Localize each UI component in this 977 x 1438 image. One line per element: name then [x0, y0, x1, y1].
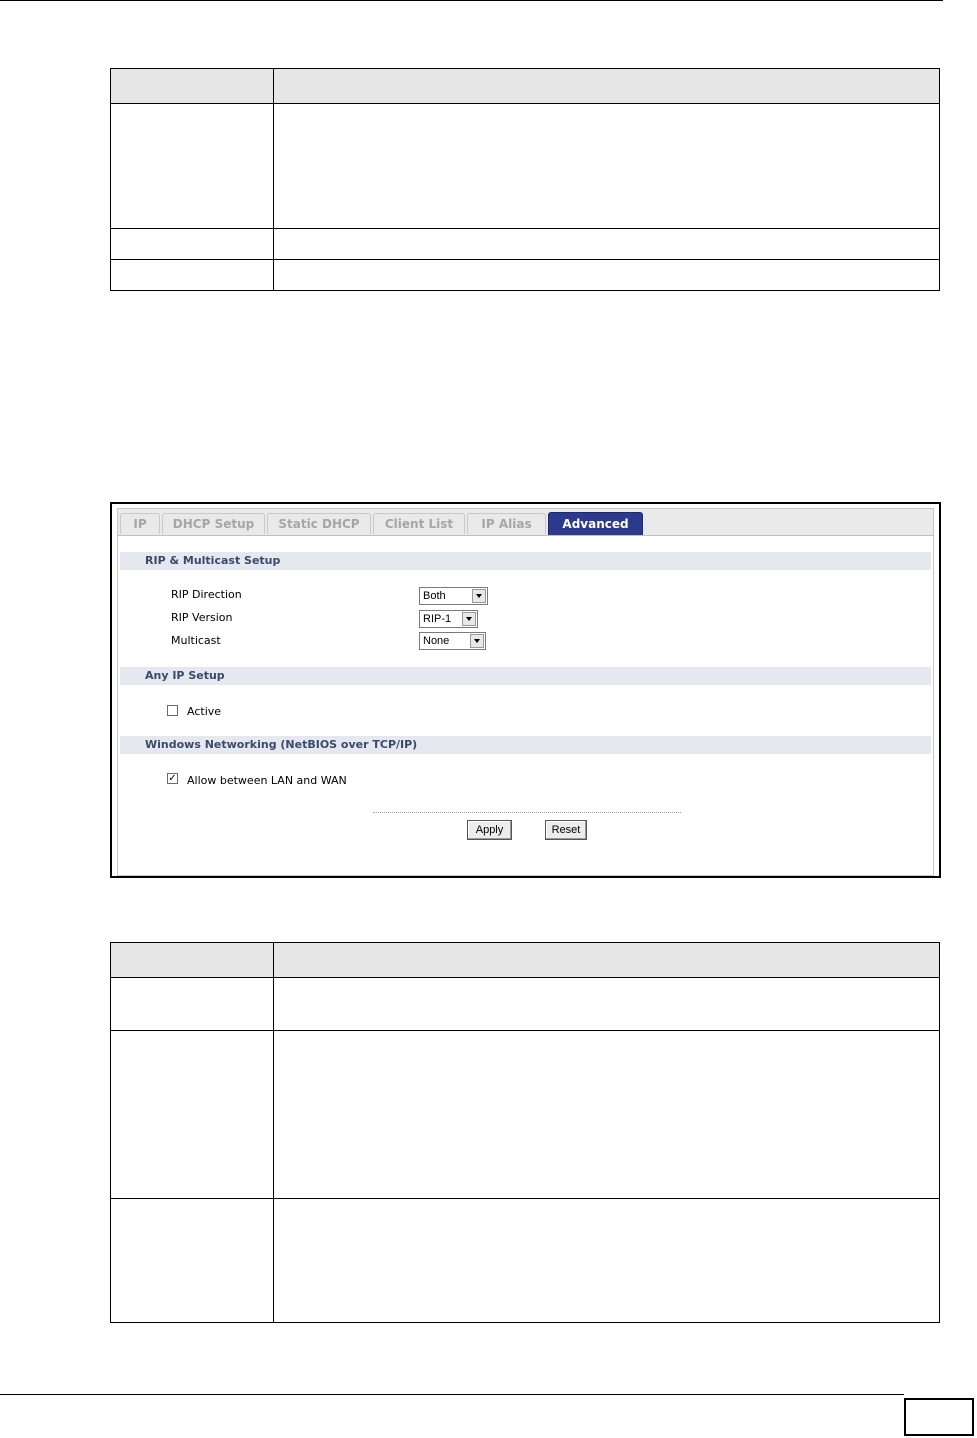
table-row — [111, 260, 940, 291]
tab-advanced[interactable]: Advanced — [548, 512, 643, 535]
active-label: Active — [187, 705, 222, 718]
chevron-down-icon — [472, 589, 486, 603]
page-number-box — [904, 1398, 974, 1436]
rip-version-select[interactable] — [419, 610, 478, 628]
tab-static-dhcp[interactable]: Static DHCP — [267, 513, 371, 534]
allow-lan-wan-label: Allow between LAN and WAN — [187, 774, 347, 787]
bottom-table — [110, 942, 940, 1323]
table-row — [111, 1199, 940, 1323]
rip-direction-select[interactable] — [419, 587, 488, 605]
table-row — [111, 1031, 940, 1199]
divider — [373, 812, 681, 813]
active-checkbox[interactable] — [167, 705, 178, 716]
table-header-row — [111, 943, 940, 978]
reset-button[interactable]: Reset — [545, 820, 587, 840]
allow-lan-wan-checkbox[interactable]: ✓ — [168, 773, 177, 784]
section-any-ip: Any IP Setup — [120, 667, 931, 685]
multicast-value: None — [423, 635, 450, 647]
table-row — [111, 229, 940, 260]
rip-version-value: RIP-1 — [423, 613, 452, 625]
rip-version-label: RIP Version — [171, 611, 233, 624]
tab-ip[interactable]: IP — [120, 513, 160, 534]
footer-rule — [0, 1394, 904, 1395]
chevron-down-icon — [470, 634, 484, 648]
chevron-down-icon — [462, 612, 476, 626]
rip-direction-value: Both — [423, 590, 446, 602]
screenshot-frame — [110, 502, 941, 878]
section-windows-networking: Windows Networking (NetBIOS over TCP/IP) — [120, 736, 931, 754]
tab-dhcp-setup[interactable]: DHCP Setup — [162, 513, 265, 534]
table-row — [111, 978, 940, 1031]
config-panel — [117, 508, 934, 876]
tab-client-list[interactable]: Client List — [373, 513, 465, 534]
tab-ip-alias[interactable]: IP Alias — [467, 513, 546, 534]
table-row — [111, 104, 940, 229]
tab-bar — [118, 509, 933, 536]
table-header-row — [111, 69, 940, 104]
header-rule — [0, 0, 943, 1]
apply-button[interactable]: Apply — [467, 820, 512, 840]
top-table — [110, 68, 940, 291]
multicast-label: Multicast — [171, 634, 221, 647]
rip-direction-label: RIP Direction — [171, 588, 242, 601]
multicast-select[interactable] — [419, 632, 486, 650]
section-rip-multicast: RIP & Multicast Setup — [120, 552, 931, 570]
